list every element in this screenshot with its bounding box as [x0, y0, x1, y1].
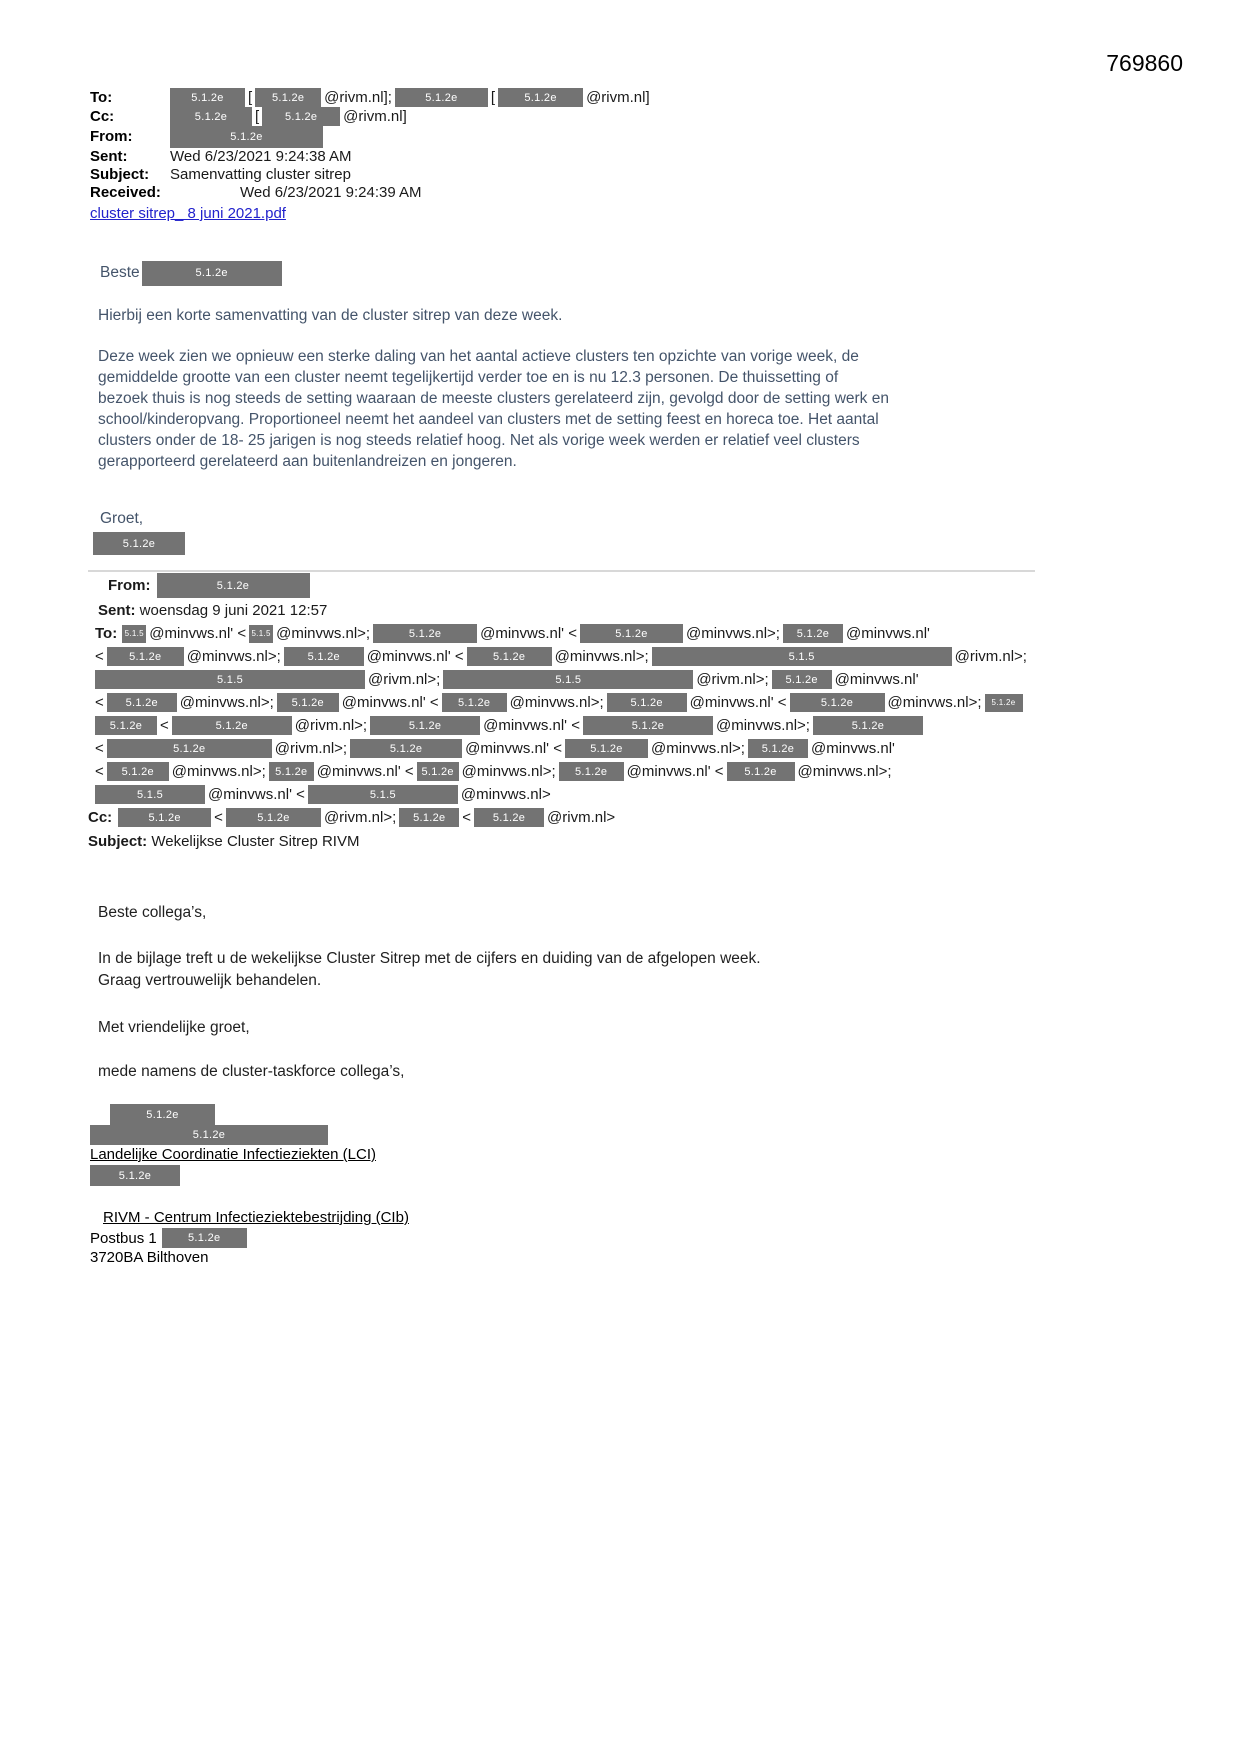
document-number: 769860 [1106, 50, 1183, 76]
redaction-box: 5.1.2e [90, 1125, 328, 1145]
email2-line1: In de bijlage treft u de wekelijkse Cluster Sitrep met de cijfers en duiding van de afgelopen week. [98, 950, 761, 967]
redaction-box: 5.1.2e [559, 762, 624, 781]
redaction-box: 5.1.2e [985, 694, 1023, 712]
quoted-from-label: From: [108, 577, 151, 594]
quoted-email-divider [88, 570, 1035, 572]
quoted-subject-value: Wekelijkse Cluster Sitrep RIVM [151, 833, 360, 850]
text-fragment: @minvws.nl' < [483, 717, 580, 734]
redaction-box: 5.1.2e [90, 1165, 180, 1186]
redaction-box: 5.1.2e [498, 88, 583, 107]
header-row-sent [90, 148, 1241, 166]
redaction-box: 5.1.5 [95, 670, 365, 689]
redaction-box: 5.1.2e [467, 647, 552, 666]
quoted-cc-row [88, 806, 1241, 829]
email1-paragraph [98, 346, 1241, 472]
redaction-box: 5.1.2e [170, 88, 245, 107]
text-fragment: @minvws.nl> [460, 786, 551, 803]
text-fragment: @minvws.nl' [834, 671, 919, 688]
redaction-box: 5.1.2e [277, 693, 339, 712]
header-row-from [90, 126, 1241, 148]
text-fragment: @minvws.nl>; [461, 763, 556, 780]
text-fragment: < [160, 717, 169, 734]
redaction-box: 5.1.2e [284, 647, 364, 666]
redaction-box: 5.1.2e [813, 716, 923, 735]
text-fragment: @minvws.nl' [810, 740, 895, 757]
text-fragment: [ [248, 88, 253, 106]
text-fragment: Wed 6/23/2021 9:24:38 AM [170, 148, 352, 165]
text-fragment: @minvws.nl' < [341, 694, 439, 711]
recipient-line [95, 691, 1241, 714]
header-row-subject [90, 166, 1241, 184]
paragraph-line: school/kinderopvang. Proportioneel neemt het aandeel van clusters met de setting feest en horeca toe. Het aantal [98, 411, 879, 428]
text-fragment: @minvws.nl>; [179, 694, 274, 711]
redaction-box: 5.1.2e [565, 739, 648, 758]
paragraph-line: bezoek thuis is nog steeds de setting waaraan de meeste clusters gerelateerd zijn, gevolgd door de setting werk en [98, 390, 889, 407]
text-fragment: @minvws.nl' < [689, 694, 787, 711]
text-fragment: @minvws.nl' < [316, 763, 414, 780]
text-fragment: @rivm.nl> [547, 809, 616, 826]
attachment-link[interactable]: cluster sitrep_ 8 juni 2021.pdf [90, 205, 286, 222]
email2-regards: Met vriendelijke groet, [98, 1019, 250, 1036]
redaction-box: 5.1.2e [110, 1104, 215, 1125]
redaction-box: 5.1.2e [162, 1228, 247, 1248]
cc-value [170, 107, 407, 126]
redaction-box: 5.1.2e [727, 762, 795, 781]
text-fragment: @minvws.nl' < [366, 648, 464, 665]
redaction-box: 5.1.2e [417, 762, 459, 781]
text-fragment: @minvws.nl' < [480, 625, 577, 642]
redaction-box: 5.1.2e [580, 624, 683, 643]
text-fragment: @minvws.nl>; [650, 740, 745, 757]
text-fragment: Samenvatting cluster sitrep [170, 166, 351, 183]
text-fragment: @minvws.nl' < [149, 625, 247, 642]
from-value [170, 126, 323, 148]
text-fragment: Wed 6/23/2021 9:24:39 AM [240, 184, 422, 201]
redaction-box: 5.1.2e [172, 716, 292, 735]
text-fragment: @rivm.nl]; [324, 88, 392, 106]
redaction-box: 5.1.2e [93, 532, 185, 555]
to-value [170, 88, 650, 107]
quoted-to-label: To: [95, 625, 118, 642]
email1-closing: Groet, [100, 510, 144, 527]
text-fragment: @rivm.nl>; [954, 648, 1027, 665]
received-label: Received: [90, 184, 161, 201]
redaction-box: 5.1.2e [395, 88, 488, 107]
text-fragment: @minvws.nl>; [276, 625, 371, 642]
recipient-line [95, 622, 1241, 645]
text-fragment: @rivm.nl>; [323, 809, 397, 826]
text-fragment: @rivm.nl>; [274, 740, 348, 757]
text-fragment: < [462, 809, 472, 826]
paragraph-line: gemiddelde grootte van een cluster neemt tegelijkertijd verder toe en is nu 12.3 personen. De thuissetting of [98, 369, 839, 386]
header-row-to [90, 88, 1241, 107]
email2-greeting: Beste collega’s, [98, 904, 207, 921]
redaction-box: 5.1.5 [652, 647, 952, 666]
email1-header [90, 88, 1241, 202]
text-fragment: @rivm.nl>; [696, 671, 769, 688]
text-fragment: < [95, 740, 104, 757]
text-fragment: @rivm.nl] [343, 107, 407, 125]
to-label: To: [90, 88, 113, 106]
redaction-box: 5.1.5 [122, 625, 146, 643]
redaction-box: 5.1.2e [107, 739, 272, 758]
redaction-box: 5.1.2e [269, 762, 314, 781]
text-fragment: @minvws.nl>; [797, 763, 892, 780]
quoted-subject-label: Subject: [88, 833, 148, 850]
text-fragment: @minvws.nl>; [685, 625, 780, 642]
quoted-subject-row [88, 831, 1241, 852]
redaction-box: 5.1.5 [95, 785, 205, 804]
text-fragment: @minvws.nl>; [171, 763, 266, 780]
paragraph-line: gerapporteerd gerelateerd aan buitenlandreizen en jongeren. [98, 453, 517, 470]
sent-label: Sent: [90, 148, 128, 165]
signature-city: 3720BA Bilthoven [90, 1249, 209, 1266]
signature-org-lci: Landelijke Coordinatie Infectieziekten (LCI) [90, 1146, 376, 1163]
text-fragment: @minvws.nl>; [887, 694, 982, 711]
signature-name-redaction-2 [90, 1125, 1241, 1145]
quoted-sent-row [98, 600, 1241, 621]
text-fragment: @minvws.nl>; [554, 648, 649, 665]
redaction-box: 5.1.2e [790, 693, 885, 712]
email1-greeting [100, 260, 1241, 286]
redaction-box: 5.1.2e [772, 670, 832, 689]
paragraph-line: clusters onder de 18- 25 jarigen is nog steeds relatief hoog. Net als vorige week werden er relatief veel clusters [98, 432, 860, 449]
redaction-box: 5.1.2e [783, 624, 843, 643]
email2-body [0, 902, 1241, 1268]
signature-redaction-3 [90, 1165, 1241, 1186]
from-label: From: [90, 128, 133, 145]
email1-intro: Hierbij een korte samenvatting van de cluster sitrep van deze week. [98, 307, 563, 324]
text-fragment: @rivm.nl>; [294, 717, 368, 734]
redaction-box: 5.1.2e [255, 88, 321, 107]
redaction-box: 5.1.2e [107, 693, 177, 712]
redaction-box: 5.1.2e [350, 739, 462, 758]
redaction-box: 5.1.2e [170, 107, 252, 126]
paragraph-line: Deze week zien we opnieuw een sterke daling van het aantal actieve clusters ten opzichte van vorige week, de [98, 348, 859, 365]
signature-name-redaction-1 [100, 1104, 1241, 1125]
signature-org-rivm: RIVM - Centrum Infectieziektebestrijding (CIb) [103, 1209, 409, 1226]
subject-label: Subject: [90, 166, 150, 183]
quoted-cc-label: Cc: [88, 809, 113, 826]
redaction-box: 5.1.2e [157, 573, 310, 598]
text-fragment: [ [490, 88, 496, 106]
quoted-to-block [95, 622, 1241, 806]
quoted-cc-value [118, 808, 615, 827]
redaction-box: 5.1.2e [748, 739, 808, 758]
recipient-line [95, 783, 1241, 806]
quoted-sent-label: Sent: [98, 602, 136, 619]
sent-value [170, 148, 352, 166]
text-fragment: Beste [100, 264, 140, 281]
signature-address [90, 1228, 1241, 1248]
text-fragment: @minvws.nl' < [465, 740, 562, 757]
redaction-box: 5.1.2e [226, 808, 321, 827]
text-fragment: @rivm.nl] [586, 88, 650, 106]
email1-body [0, 260, 1241, 555]
recipient-line [95, 760, 1241, 783]
text-fragment: @rivm.nl>; [368, 671, 441, 688]
received-value [240, 184, 422, 202]
email2-on-behalf: mede namens de cluster-taskforce collega’s, [98, 1063, 405, 1080]
redaction-box: 5.1.5 [308, 785, 458, 804]
email2-line2: Graag vertrouwelijk behandelen. [98, 972, 322, 989]
redaction-box: 5.1.2e [583, 716, 713, 735]
text-fragment: < [214, 809, 223, 826]
text-fragment: @minvws.nl>; [509, 694, 604, 711]
recipient-line [95, 645, 1241, 668]
redaction-box: 5.1.2e [607, 693, 687, 712]
recipient-line [95, 714, 1241, 737]
redaction-box: 5.1.2e [399, 808, 459, 827]
text-fragment: @minvws.nl' < [626, 763, 724, 780]
attachment-row [90, 205, 1241, 223]
email2-signature [90, 1104, 1241, 1268]
redaction-box: 5.1.2e [95, 716, 157, 735]
recipient-line [95, 737, 1241, 760]
redaction-box: 5.1.5 [249, 625, 273, 643]
recipient-line [95, 668, 1241, 691]
redaction-box: 5.1.2e [118, 808, 211, 827]
email1-signature-redaction [93, 532, 1241, 555]
quoted-from-value [157, 573, 310, 598]
email2-paragraph1 [98, 948, 1241, 992]
redaction-box: 5.1.2e [262, 107, 340, 126]
quoted-email-header [0, 573, 1241, 852]
redaction-box: 5.1.2e [373, 624, 477, 643]
quoted-sent-value: woensdag 9 juni 2021 12:57 [139, 602, 328, 619]
text-fragment: Postbus 1 [90, 1229, 157, 1247]
redaction-box: 5.1.2e [107, 647, 184, 666]
quoted-from-row [108, 573, 1241, 598]
text-fragment: [ [255, 107, 260, 125]
text-fragment: @minvws.nl' [845, 625, 930, 642]
redaction-box: 5.1.2e [170, 126, 323, 148]
redaction-box: 5.1.2e [474, 808, 544, 827]
text-fragment: < [95, 763, 104, 780]
text-fragment: @minvws.nl' < [208, 786, 305, 803]
redaction-box: 5.1.2e [107, 762, 169, 781]
text-fragment: @minvws.nl>; [715, 717, 810, 734]
text-fragment: @minvws.nl>; [186, 648, 281, 665]
subject-value [170, 166, 351, 184]
redaction-box: 5.1.2e [442, 693, 507, 712]
redaction-box: 5.1.2e [142, 261, 282, 286]
text-fragment: < [95, 694, 104, 711]
redaction-box: 5.1.2e [370, 716, 480, 735]
header-row-cc [90, 107, 1241, 126]
redaction-box: 5.1.5 [443, 670, 693, 689]
text-fragment: < [95, 648, 104, 665]
cc-label: Cc: [90, 107, 115, 125]
header-row-received [90, 184, 1241, 202]
